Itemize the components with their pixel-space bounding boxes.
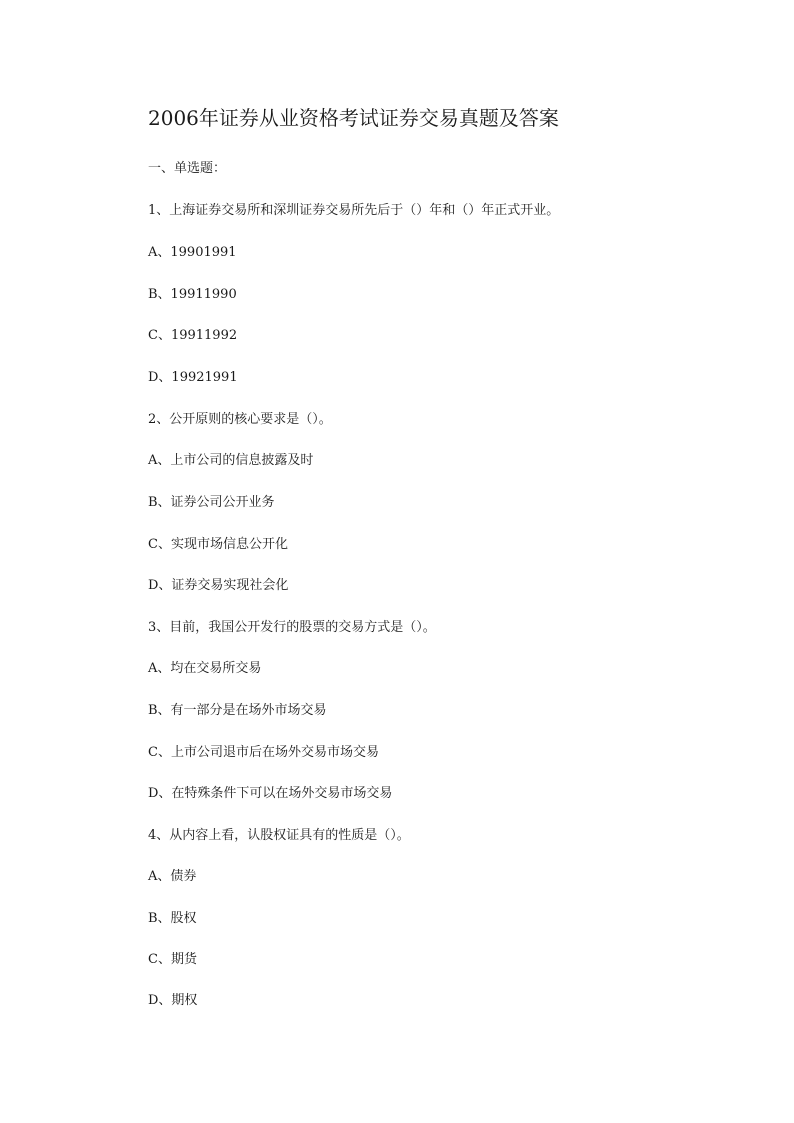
question-4-option-a: A、债券 [148, 869, 197, 884]
question-2-option-a: A、上市公司的信息披露及时 [148, 453, 314, 468]
question-2-option-d: D、证券交易实现社会化 [148, 578, 289, 593]
question-1-option-d: D、19921991 [148, 370, 238, 385]
question-4-stem: 4、从内容上看，认股权证具有的性质是（）。 [148, 828, 410, 843]
section-heading: 一、单选题： [148, 161, 227, 176]
question-2-option-b: B、证券公司公开业务 [148, 495, 275, 510]
question-4-option-d: D、期权 [148, 993, 198, 1008]
question-4-option-c: C、期货 [148, 952, 197, 967]
question-3-option-b: B、有一部分是在场外市场交易 [148, 703, 327, 718]
document-title: 2006年证券从业资格考试证券交易真题及答案 [148, 106, 559, 130]
question-1-stem: 1、上海证券交易所和深圳证券交易所先后于（）年和（）年正式开业。 [148, 203, 560, 218]
question-1-option-b: B、19911990 [148, 287, 237, 302]
question-3-option-a: A、均在交易所交易 [148, 661, 262, 676]
question-3-option-c: C、上市公司退市后在场外交易市场交易 [148, 745, 379, 760]
question-4-option-b: B、股权 [148, 911, 197, 926]
question-1-option-a: A、19901991 [148, 245, 237, 260]
question-3-option-d: D、在特殊条件下可以在场外交易市场交易 [148, 786, 393, 801]
question-3-stem: 3、目前，我国公开发行的股票的交易方式是（）。 [148, 620, 436, 635]
question-2-option-c: C、实现市场信息公开化 [148, 537, 288, 552]
question-1-option-c: C、19911992 [148, 328, 238, 343]
question-2-stem: 2、公开原则的核心要求是（）。 [148, 412, 332, 427]
